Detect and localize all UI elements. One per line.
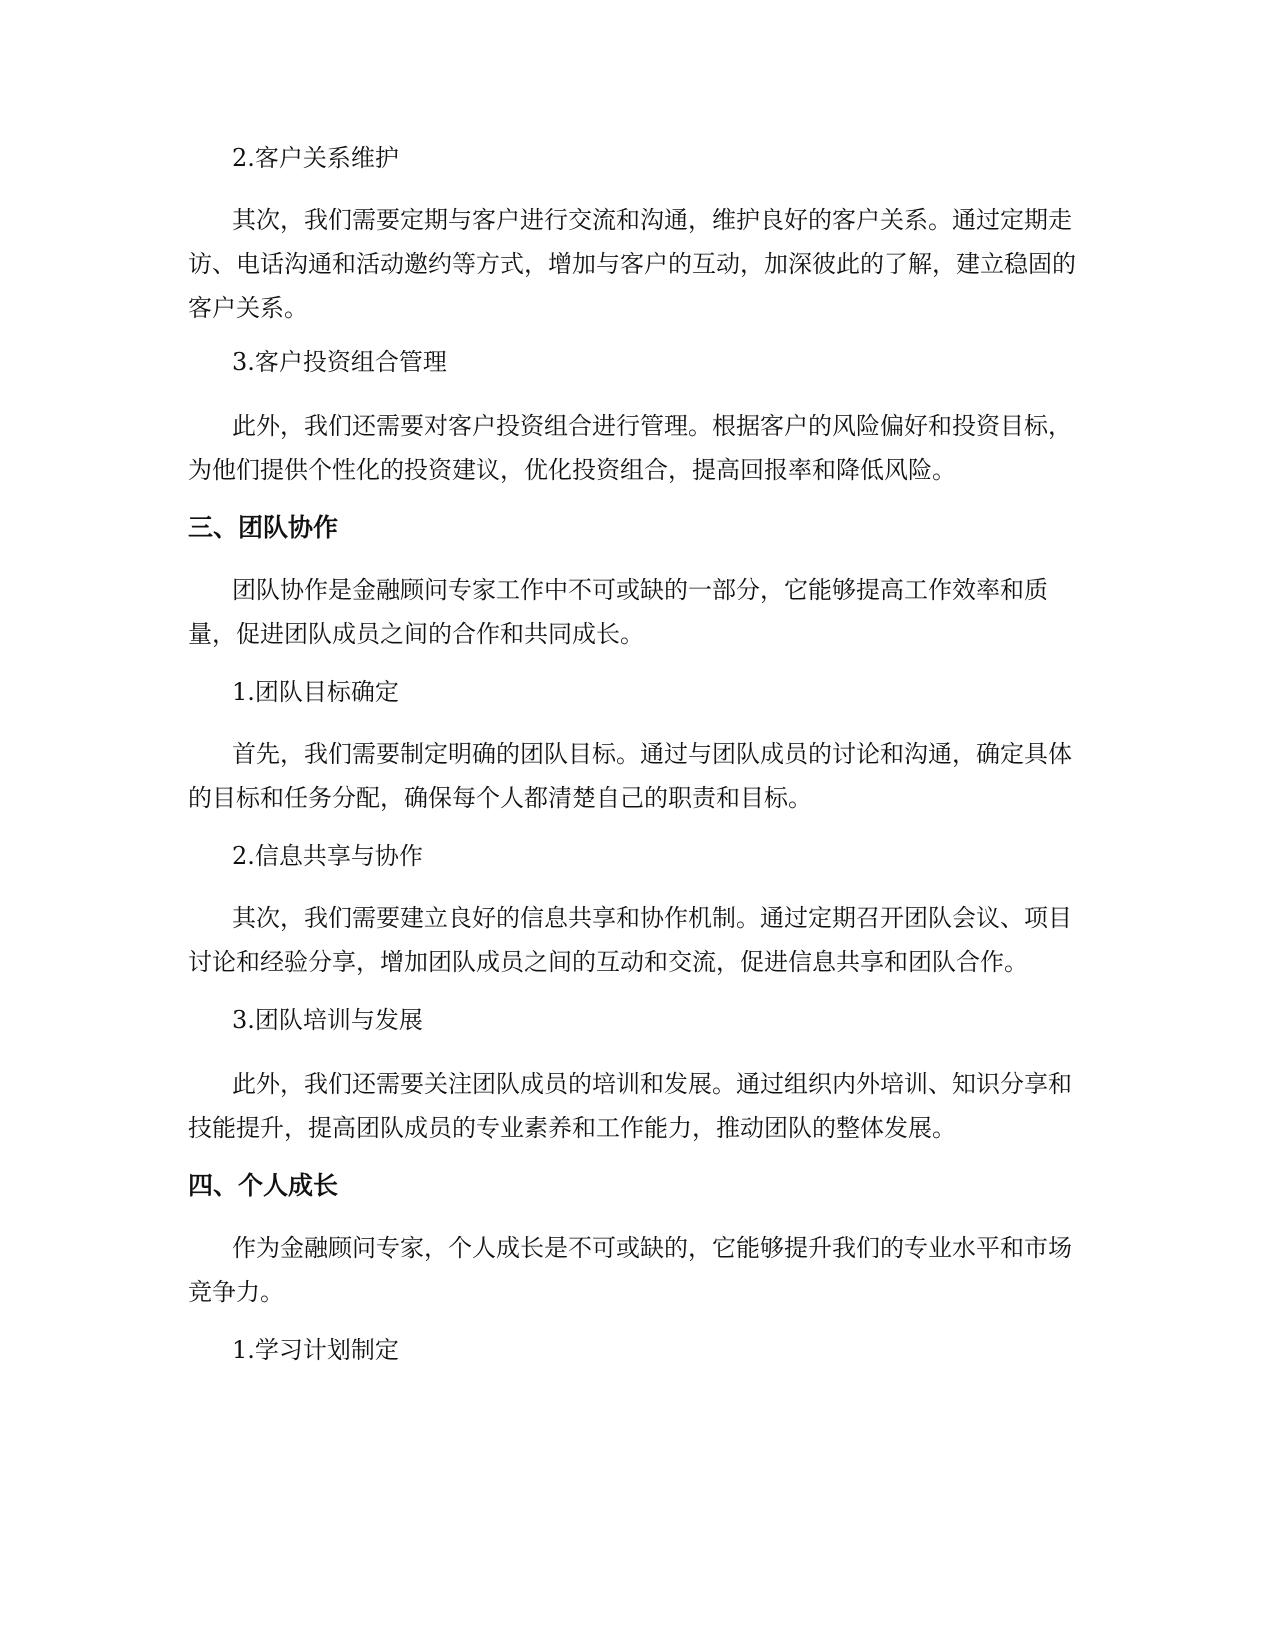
subsection-title-team-goals: 1.团队目标确定 — [232, 678, 399, 706]
paragraph-customer-relationship: 其次，我们需要定期与客户进行交流和沟通，维护良好的客户关系。通过定期走访、电话沟通和活动邀约等方式，增加与客户的互动，加深彼此的了解，建立稳固的客户关系。 — [188, 206, 1076, 322]
paragraph-team-goals: 首先，我们需要制定明确的团队目标。通过与团队成员的讨论和沟通，确定具体的目标和任务分配，确保每个人都清楚自己的职责和目标。 — [188, 740, 1072, 812]
paragraph-portfolio-management: 此外，我们还需要对客户投资组合进行管理。根据客户的风险偏好和投资目标，为他们提供个性化的投资建议，优化投资组合，提高回报率和降低风险。 — [188, 412, 1072, 484]
subsection-title-portfolio-management: 3.客户投资组合管理 — [232, 348, 447, 376]
section-heading-personal-growth: 四、个人成长 — [188, 1171, 339, 1200]
subsection-title-learning-plan: 1.学习计划制定 — [232, 1336, 399, 1364]
paragraph-info-sharing: 其次，我们需要建立良好的信息共享和协作机制。通过定期召开团队会议、项目讨论和经验分享，增加团队成员之间的互动和交流，促进信息共享和团队合作。 — [188, 904, 1072, 976]
subsection-title-customer-relationship: 2.客户关系维护 — [232, 144, 399, 172]
paragraph-personal-growth-intro: 作为金融顾问专家，个人成长是不可或缺的，它能够提升我们的专业水平和市场竞争力。 — [188, 1234, 1072, 1306]
paragraph-team-training: 此外，我们还需要关注团队成员的培训和发展。通过组织内外培训、知识分享和技能提升，提高团队成员的专业素养和工作能力，推动团队的整体发展。 — [188, 1070, 1072, 1142]
subsection-title-team-training: 3.团队培训与发展 — [232, 1006, 423, 1034]
section-heading-teamwork: 三、团队协作 — [188, 513, 339, 542]
subsection-title-info-sharing: 2.信息共享与协作 — [232, 842, 423, 870]
paragraph-teamwork-intro: 团队协作是金融顾问专家工作中不可或缺的一部分，它能够提高工作效率和质量，促进团队成员之间的合作和共同成长。 — [188, 576, 1048, 648]
